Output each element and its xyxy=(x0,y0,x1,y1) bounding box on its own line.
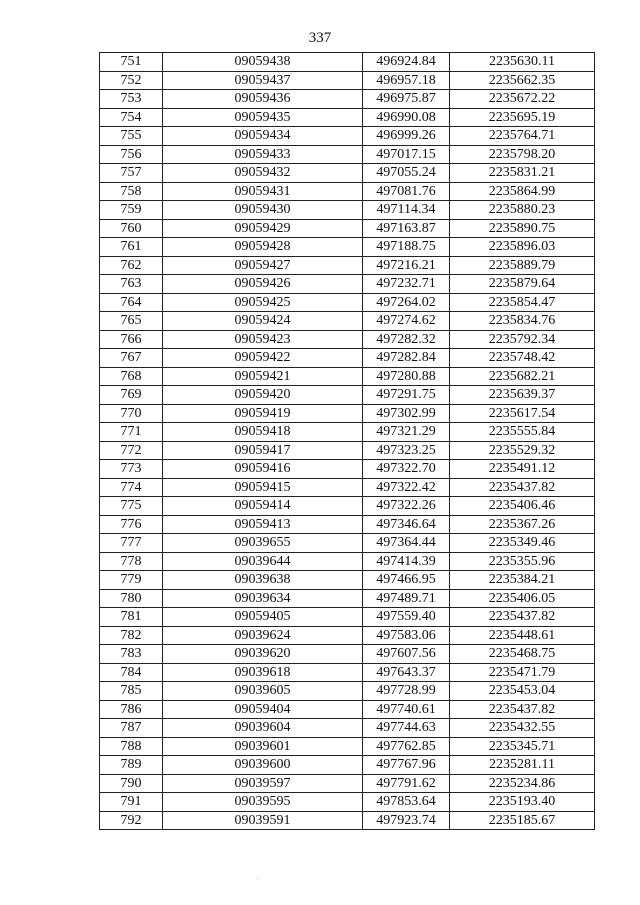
y-coordinate-cell: 2235834.76 xyxy=(450,312,595,331)
x-coordinate-cell: 497466.95 xyxy=(363,571,450,590)
row-number-cell: 754 xyxy=(100,108,163,127)
table-row xyxy=(100,182,595,201)
row-number-cell: 772 xyxy=(100,441,163,460)
row-number-cell: 788 xyxy=(100,737,163,756)
x-coordinate-cell: 497322.26 xyxy=(363,497,450,516)
x-coordinate-cell: 497762.85 xyxy=(363,737,450,756)
point-id-cell: 09059421 xyxy=(163,367,363,386)
y-coordinate-cell: 2235798.20 xyxy=(450,145,595,164)
row-number-cell: 763 xyxy=(100,275,163,294)
point-id-cell: 09059422 xyxy=(163,349,363,368)
table-row xyxy=(100,571,595,590)
x-coordinate-cell: 496957.18 xyxy=(363,71,450,90)
row-number-cell: 771 xyxy=(100,423,163,442)
point-id-cell: 09059413 xyxy=(163,515,363,534)
point-id-cell: 09059415 xyxy=(163,478,363,497)
table-row xyxy=(100,312,595,331)
x-coordinate-cell: 497188.75 xyxy=(363,238,450,257)
table-row xyxy=(100,201,595,220)
row-number-cell: 787 xyxy=(100,719,163,738)
row-number-cell: 789 xyxy=(100,756,163,775)
point-id-cell: 09059438 xyxy=(163,53,363,72)
table-row xyxy=(100,552,595,571)
table-row xyxy=(100,164,595,183)
table-row xyxy=(100,515,595,534)
row-number-cell: 761 xyxy=(100,238,163,257)
y-coordinate-cell: 2235896.03 xyxy=(450,238,595,257)
coordinates-table-body xyxy=(100,53,595,830)
x-coordinate-cell: 497321.29 xyxy=(363,423,450,442)
y-coordinate-cell: 2235617.54 xyxy=(450,404,595,423)
point-id-cell: 09039605 xyxy=(163,682,363,701)
y-coordinate-cell: 2235792.34 xyxy=(450,330,595,349)
point-id-cell: 09059418 xyxy=(163,423,363,442)
point-id-cell: 09059435 xyxy=(163,108,363,127)
point-id-cell: 09059417 xyxy=(163,441,363,460)
table-row xyxy=(100,626,595,645)
x-coordinate-cell: 497643.37 xyxy=(363,663,450,682)
row-number-cell: 757 xyxy=(100,164,163,183)
table-row xyxy=(100,793,595,812)
point-id-cell: 09039620 xyxy=(163,645,363,664)
y-coordinate-cell: 2235355.96 xyxy=(450,552,595,571)
table-row xyxy=(100,719,595,738)
table-row xyxy=(100,330,595,349)
x-coordinate-cell: 497791.62 xyxy=(363,774,450,793)
table-row xyxy=(100,219,595,238)
point-id-cell: 09039618 xyxy=(163,663,363,682)
table-row xyxy=(100,663,595,682)
row-number-cell: 791 xyxy=(100,793,163,812)
row-number-cell: 773 xyxy=(100,460,163,479)
point-id-cell: 09059429 xyxy=(163,219,363,238)
point-id-cell: 09039644 xyxy=(163,552,363,571)
row-number-cell: 785 xyxy=(100,682,163,701)
point-id-cell: 09039595 xyxy=(163,793,363,812)
table-row xyxy=(100,349,595,368)
point-id-cell: 09059405 xyxy=(163,608,363,627)
row-number-cell: 752 xyxy=(100,71,163,90)
x-coordinate-cell: 497163.87 xyxy=(363,219,450,238)
row-number-cell: 781 xyxy=(100,608,163,627)
row-number-cell: 779 xyxy=(100,571,163,590)
x-coordinate-cell: 497264.02 xyxy=(363,293,450,312)
point-id-cell: 09039600 xyxy=(163,756,363,775)
y-coordinate-cell: 2235639.37 xyxy=(450,386,595,405)
row-number-cell: 756 xyxy=(100,145,163,164)
y-coordinate-cell: 2235468.75 xyxy=(450,645,595,664)
y-coordinate-cell: 2235234.86 xyxy=(450,774,595,793)
point-id-cell: 09059434 xyxy=(163,127,363,146)
x-coordinate-cell: 497853.64 xyxy=(363,793,450,812)
point-id-cell: 09039591 xyxy=(163,811,363,830)
x-coordinate-cell: 497017.15 xyxy=(363,145,450,164)
row-number-cell: 751 xyxy=(100,53,163,72)
table-row xyxy=(100,608,595,627)
row-number-cell: 765 xyxy=(100,312,163,331)
point-id-cell: 09059426 xyxy=(163,275,363,294)
x-coordinate-cell: 497583.06 xyxy=(363,626,450,645)
point-id-cell: 09059427 xyxy=(163,256,363,275)
point-id-cell: 09059433 xyxy=(163,145,363,164)
table-row xyxy=(100,423,595,442)
y-coordinate-cell: 2235448.61 xyxy=(450,626,595,645)
point-id-cell: 09059419 xyxy=(163,404,363,423)
x-coordinate-cell: 496999.26 xyxy=(363,127,450,146)
point-id-cell: 09059431 xyxy=(163,182,363,201)
x-coordinate-cell: 496924.84 xyxy=(363,53,450,72)
row-number-cell: 768 xyxy=(100,367,163,386)
point-id-cell: 09039634 xyxy=(163,589,363,608)
x-coordinate-cell: 496990.08 xyxy=(363,108,450,127)
point-id-cell: 09039624 xyxy=(163,626,363,645)
row-number-cell: 774 xyxy=(100,478,163,497)
y-coordinate-cell: 2235349.46 xyxy=(450,534,595,553)
point-id-cell: 09039638 xyxy=(163,571,363,590)
y-coordinate-cell: 2235453.04 xyxy=(450,682,595,701)
table-row xyxy=(100,756,595,775)
y-coordinate-cell: 2235437.82 xyxy=(450,700,595,719)
y-coordinate-cell: 2235831.21 xyxy=(450,164,595,183)
x-coordinate-cell: 497767.96 xyxy=(363,756,450,775)
point-id-cell: 09039601 xyxy=(163,737,363,756)
table-row xyxy=(100,256,595,275)
point-id-cell: 09059430 xyxy=(163,201,363,220)
x-coordinate-cell: 497559.40 xyxy=(363,608,450,627)
point-id-cell: 09059404 xyxy=(163,700,363,719)
row-number-cell: 758 xyxy=(100,182,163,201)
table-row xyxy=(100,238,595,257)
point-id-cell: 09059424 xyxy=(163,312,363,331)
y-coordinate-cell: 2235662.35 xyxy=(450,71,595,90)
row-number-cell: 759 xyxy=(100,201,163,220)
x-coordinate-cell: 497322.42 xyxy=(363,478,450,497)
row-number-cell: 775 xyxy=(100,497,163,516)
table-row xyxy=(100,478,595,497)
point-id-cell: 09059437 xyxy=(163,71,363,90)
table-row xyxy=(100,404,595,423)
y-coordinate-cell: 2235764.71 xyxy=(450,127,595,146)
table-row xyxy=(100,367,595,386)
table-row xyxy=(100,497,595,516)
point-id-cell: 09059432 xyxy=(163,164,363,183)
row-number-cell: 760 xyxy=(100,219,163,238)
x-coordinate-cell: 497216.21 xyxy=(363,256,450,275)
point-id-cell: 09039604 xyxy=(163,719,363,738)
row-number-cell: 792 xyxy=(100,811,163,830)
table-row xyxy=(100,700,595,719)
table-row xyxy=(100,645,595,664)
x-coordinate-cell: 497364.44 xyxy=(363,534,450,553)
x-coordinate-cell: 496975.87 xyxy=(363,90,450,109)
point-id-cell: 09059436 xyxy=(163,90,363,109)
row-number-cell: 762 xyxy=(100,256,163,275)
table-row xyxy=(100,589,595,608)
point-id-cell: 09059423 xyxy=(163,330,363,349)
table-row xyxy=(100,293,595,312)
y-coordinate-cell: 2235880.23 xyxy=(450,201,595,220)
x-coordinate-cell: 497323.25 xyxy=(363,441,450,460)
x-coordinate-cell: 497607.56 xyxy=(363,645,450,664)
y-coordinate-cell: 2235555.84 xyxy=(450,423,595,442)
x-coordinate-cell: 497280.88 xyxy=(363,367,450,386)
table-row xyxy=(100,534,595,553)
x-coordinate-cell: 497291.75 xyxy=(363,386,450,405)
coordinates-table xyxy=(99,52,595,830)
y-coordinate-cell: 2235630.11 xyxy=(450,53,595,72)
x-coordinate-cell: 497728.99 xyxy=(363,682,450,701)
y-coordinate-cell: 2235406.46 xyxy=(450,497,595,516)
x-coordinate-cell: 497302.99 xyxy=(363,404,450,423)
y-coordinate-cell: 2235471.79 xyxy=(450,663,595,682)
point-id-cell: 09059420 xyxy=(163,386,363,405)
point-id-cell: 09059425 xyxy=(163,293,363,312)
table-row xyxy=(100,275,595,294)
y-coordinate-cell: 2235529.32 xyxy=(450,441,595,460)
row-number-cell: 755 xyxy=(100,127,163,146)
row-number-cell: 766 xyxy=(100,330,163,349)
y-coordinate-cell: 2235864.99 xyxy=(450,182,595,201)
row-number-cell: 767 xyxy=(100,349,163,368)
table-row xyxy=(100,90,595,109)
x-coordinate-cell: 497923.74 xyxy=(363,811,450,830)
x-coordinate-cell: 497740.61 xyxy=(363,700,450,719)
y-coordinate-cell: 2235193.40 xyxy=(450,793,595,812)
table-row xyxy=(100,53,595,72)
table-row xyxy=(100,811,595,830)
scan-speck xyxy=(257,878,258,879)
y-coordinate-cell: 2235890.75 xyxy=(450,219,595,238)
table-row xyxy=(100,386,595,405)
table-row xyxy=(100,127,595,146)
y-coordinate-cell: 2235682.21 xyxy=(450,367,595,386)
y-coordinate-cell: 2235432.55 xyxy=(450,719,595,738)
x-coordinate-cell: 497744.63 xyxy=(363,719,450,738)
row-number-cell: 753 xyxy=(100,90,163,109)
y-coordinate-cell: 2235695.19 xyxy=(450,108,595,127)
y-coordinate-cell: 2235281.11 xyxy=(450,756,595,775)
y-coordinate-cell: 2235748.42 xyxy=(450,349,595,368)
y-coordinate-cell: 2235185.67 xyxy=(450,811,595,830)
row-number-cell: 784 xyxy=(100,663,163,682)
row-number-cell: 770 xyxy=(100,404,163,423)
x-coordinate-cell: 497232.71 xyxy=(363,275,450,294)
x-coordinate-cell: 497282.32 xyxy=(363,330,450,349)
point-id-cell: 09059416 xyxy=(163,460,363,479)
table-row xyxy=(100,737,595,756)
table-row xyxy=(100,71,595,90)
y-coordinate-cell: 2235437.82 xyxy=(450,478,595,497)
y-coordinate-cell: 2235491.12 xyxy=(450,460,595,479)
row-number-cell: 769 xyxy=(100,386,163,405)
x-coordinate-cell: 497114.34 xyxy=(363,201,450,220)
x-coordinate-cell: 497274.62 xyxy=(363,312,450,331)
table-row xyxy=(100,145,595,164)
row-number-cell: 790 xyxy=(100,774,163,793)
row-number-cell: 778 xyxy=(100,552,163,571)
x-coordinate-cell: 497346.64 xyxy=(363,515,450,534)
y-coordinate-cell: 2235437.82 xyxy=(450,608,595,627)
y-coordinate-cell: 2235367.26 xyxy=(450,515,595,534)
x-coordinate-cell: 497489.71 xyxy=(363,589,450,608)
y-coordinate-cell: 2235672.22 xyxy=(450,90,595,109)
row-number-cell: 782 xyxy=(100,626,163,645)
y-coordinate-cell: 2235384.21 xyxy=(450,571,595,590)
y-coordinate-cell: 2235854.47 xyxy=(450,293,595,312)
table-row xyxy=(100,460,595,479)
row-number-cell: 780 xyxy=(100,589,163,608)
table-row xyxy=(100,441,595,460)
x-coordinate-cell: 497055.24 xyxy=(363,164,450,183)
row-number-cell: 786 xyxy=(100,700,163,719)
x-coordinate-cell: 497282.84 xyxy=(363,349,450,368)
y-coordinate-cell: 2235345.71 xyxy=(450,737,595,756)
point-id-cell: 09039597 xyxy=(163,774,363,793)
row-number-cell: 777 xyxy=(100,534,163,553)
table-row xyxy=(100,108,595,127)
row-number-cell: 783 xyxy=(100,645,163,664)
y-coordinate-cell: 2235406.05 xyxy=(450,589,595,608)
y-coordinate-cell: 2235889.79 xyxy=(450,256,595,275)
table-row xyxy=(100,682,595,701)
row-number-cell: 776 xyxy=(100,515,163,534)
y-coordinate-cell: 2235879.64 xyxy=(450,275,595,294)
x-coordinate-cell: 497322.70 xyxy=(363,460,450,479)
point-id-cell: 09059428 xyxy=(163,238,363,257)
table-row xyxy=(100,774,595,793)
point-id-cell: 09059414 xyxy=(163,497,363,516)
point-id-cell: 09039655 xyxy=(163,534,363,553)
x-coordinate-cell: 497414.39 xyxy=(363,552,450,571)
x-coordinate-cell: 497081.76 xyxy=(363,182,450,201)
page-number: 337 xyxy=(308,30,332,46)
row-number-cell: 764 xyxy=(100,293,163,312)
